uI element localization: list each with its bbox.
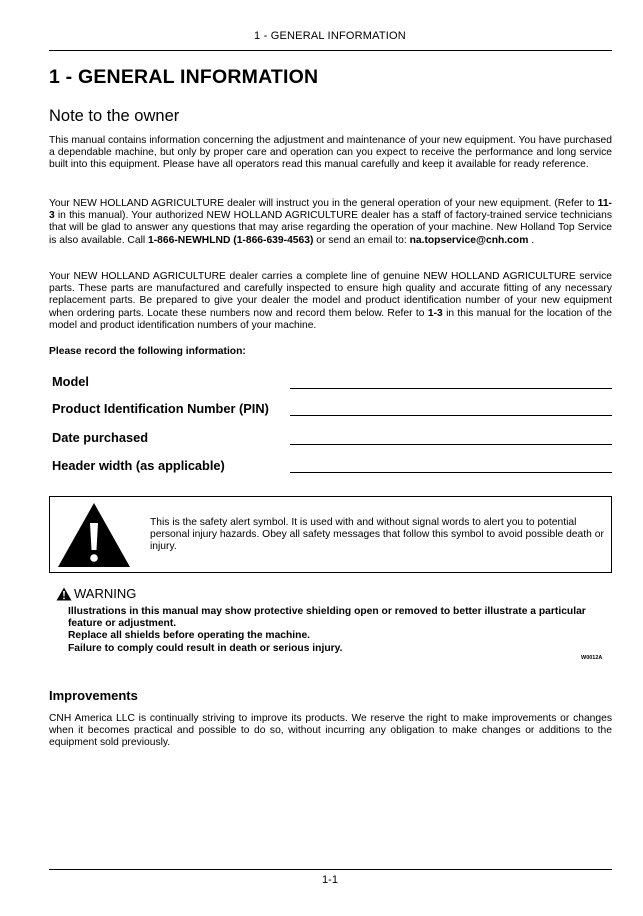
dealer-text-3: or send an email to: [313,234,410,246]
record-label-pin: Product Identification Number (PIN) [52,401,269,416]
record-line-header-width [290,472,612,473]
intro-paragraph: This manual contains information concerning the adjustment and maintenance of your new equipment. You have purchased a dependable machine, but only by proper care and operation can you expect to receive the performance and long service built into this equipment. Please have all operators read this manual carefully and keep it available for ready reference. [49,135,612,171]
record-label-header-width: Header width (as applicable) [52,458,225,473]
warning-line-2: Replace all shields before operating the machine. [68,630,311,642]
running-header: 1 - GENERAL INFORMATION [254,30,406,42]
dealer-paragraph [49,198,612,247]
record-row-date [52,425,612,445]
warning-heading [56,586,136,601]
warning-label: WARNING [74,586,137,601]
section-reference-11-3: 11-3 [49,198,612,222]
dealer-text-2: in this manual). Your authorized NEW HOLLAND AGRICULTURE dealer has a staff of factory-trained service technicians that will be glad to answer any questions that may arise regarding the operation of your machine. New Holland Top Service is also available. Call [49,210,612,246]
header-rule [49,50,612,51]
phone-number: 1-866-NEWHLND (1-866-639-4563) [148,234,314,246]
record-line-pin [290,415,612,416]
warning-body [68,606,596,655]
safety-alert-text: This is the safety alert symbol. It is used with and without signal words to alert you to potential personal injury hazards. Obey all safety messages that follow this symbol to avoid possible death or injury. [150,517,604,553]
email-address: na.topservice@cnh.com [409,234,529,246]
record-label-date: Date purchased [52,430,149,445]
chapter-title: 1 - GENERAL INFORMATION [49,66,319,88]
warning-code: W0012A [581,655,603,661]
warning-triangle-icon [56,587,72,601]
section-title: Note to the owner [49,107,180,125]
warning-line-3: Failure to comply could result in death or serious injury. [68,642,343,654]
parts-paragraph [49,271,612,332]
record-row-model [52,369,612,389]
warning-line-1: Illustrations in this manual may show protective shielding open or removed to better illustrate a particular feature or adjustment. [68,606,586,630]
improvements-title: Improvements [49,688,138,703]
parts-text-1: Your NEW HOLLAND AGRICULTURE dealer carries a complete line of genuine NEW HOLLAND AGRICULTURE service parts. These parts are manufactured and carefully inspected to ensure high quality and accurate fitting of any necessary replacement parts. Be prepared to give your dealer the model and product identification number of your new equipment when ordering parts. Locate these numbers now and record them below. Refer to [49,271,612,319]
parts-text-2: in this manual for the location of the model and product identification numbers of your machine. [49,307,612,331]
safety-alert-box [49,496,612,573]
record-heading: Please record the following information: [49,346,246,357]
record-label-model: Model [52,374,89,389]
record-line-model [290,388,612,389]
dealer-text-1: Your NEW HOLLAND AGRICULTURE dealer will instruct you in the general operation of your new equipment. (Refer to [49,198,598,209]
section-reference-1-3: 1-3 [427,307,443,319]
record-line-date [290,444,612,445]
dealer-text-4: . [528,234,535,246]
record-row-header-width [52,453,612,473]
footer-rule [49,869,612,870]
record-row-pin [52,396,612,416]
improvements-paragraph: CNH America LLC is continually striving to improve its products. We reserve the right to make improvements or changes when it becomes practical and possible to do so, without incurring any obligation to make changes or additions to the equipment sold previously. [49,713,612,749]
safety-alert-triangle-icon [56,501,132,569]
page-number: 1-1 [322,874,338,886]
